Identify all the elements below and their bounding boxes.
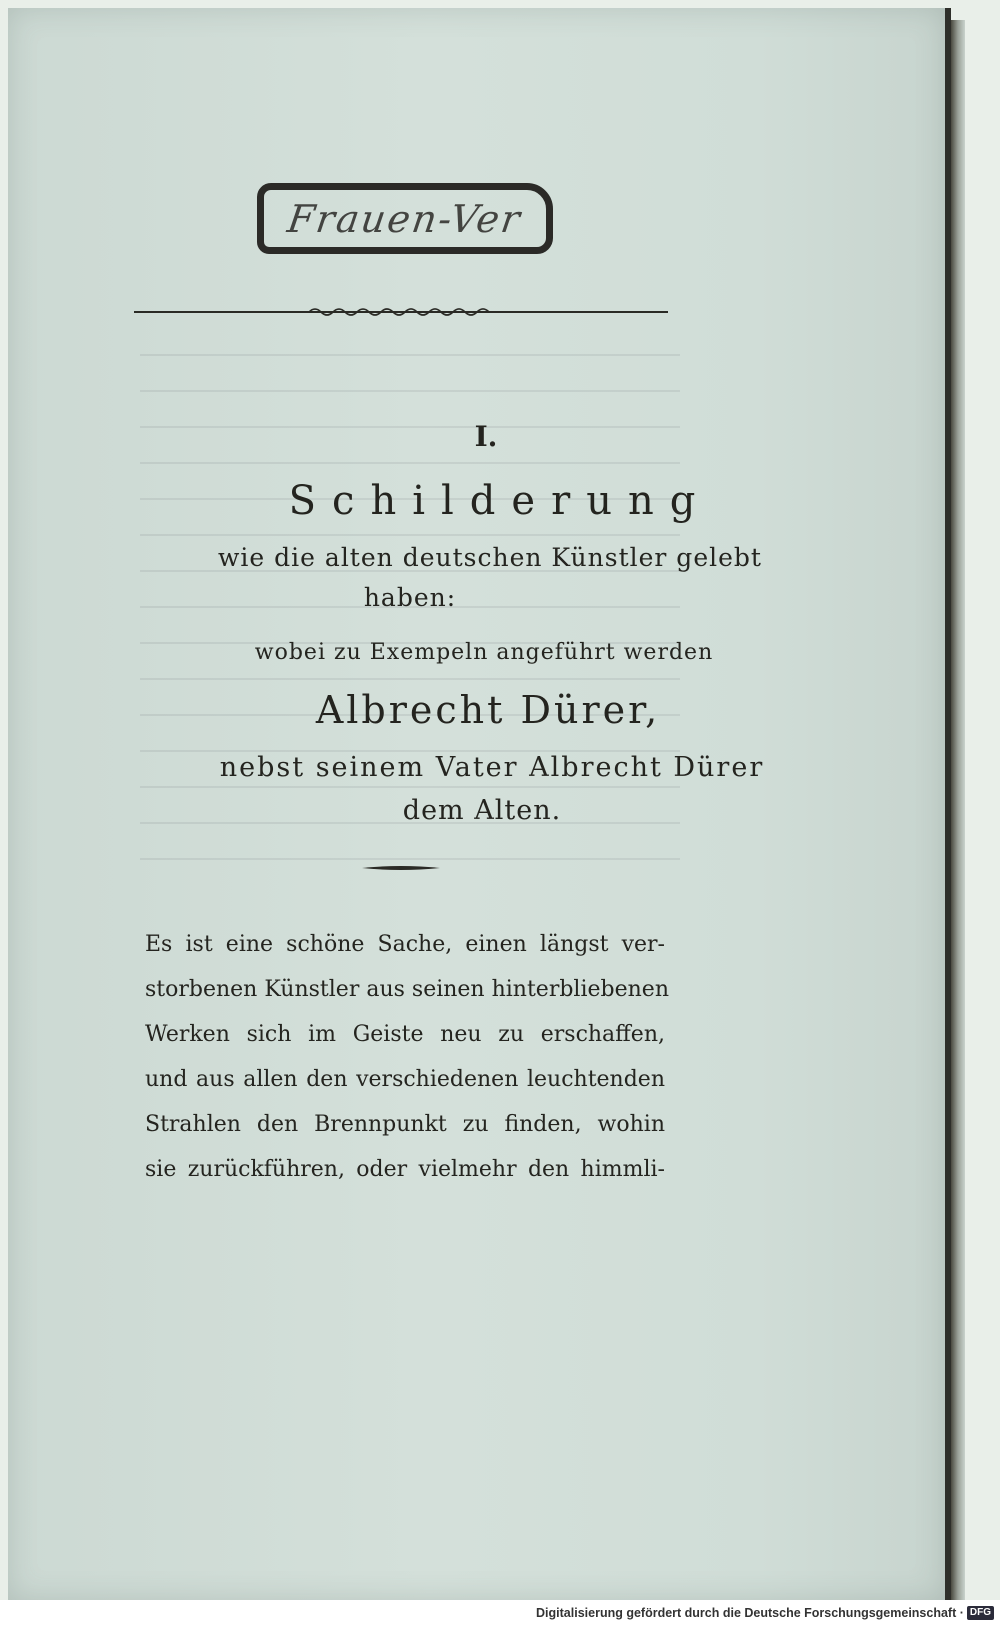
body-line: sie zurückführen, oder vielmehr den himmli- [145, 1157, 665, 1182]
body-line: und aus allen den verschiedenen leuchtenden [145, 1067, 665, 1092]
body-line: Werken sich im Geiste neu zu erschaffen, [145, 1022, 665, 1047]
dfg-logo: DFG [967, 1606, 994, 1620]
funding-credit: Digitalisierung gefördert durch die Deutsche Forschungsgemeinschaft · [536, 1606, 964, 1620]
subtitle-line-2: haben: [363, 583, 457, 612]
body-line: Strahlen den Brennpunkt zu finden, wohin [145, 1112, 665, 1137]
artist-name: Albrecht Dürer, [315, 688, 661, 732]
section-divider [362, 864, 440, 872]
body-paragraph [145, 922, 669, 1192]
body-line: storbenen Künstler aus seinen hinterbliebenen [145, 977, 669, 1002]
library-stamp [257, 183, 553, 254]
section-title: Schilderung [288, 478, 712, 524]
subtitle-line-dem: dem Alten. [402, 795, 562, 826]
subtitle-line-3: wobei zu Exempeln angeführt werden [254, 640, 714, 665]
subtitle-line-nebst: nebst seinem Vater Albrecht Dürer [219, 752, 765, 783]
stamp-text: Frauen-Ver [285, 196, 525, 241]
section-number: I. [474, 420, 498, 453]
ornamental-rule [134, 304, 668, 320]
body-line: Es ist eine schöne Sache, einen längst ver- [145, 932, 665, 957]
footer-bar [0, 1600, 1000, 1626]
subtitle-line-1: wie die alten deutschen Künstler gelebt [218, 543, 762, 572]
